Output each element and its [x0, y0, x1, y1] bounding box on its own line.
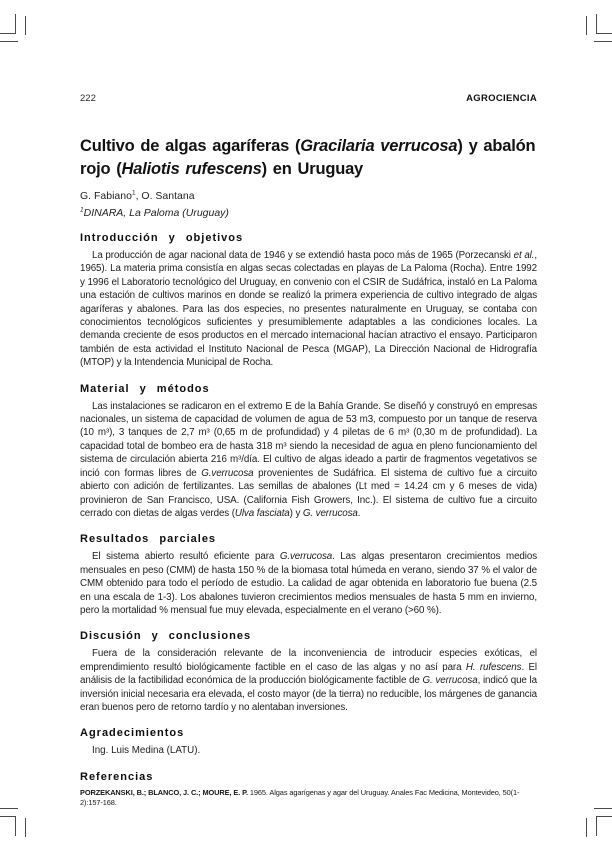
crop-mark-top-right	[596, 14, 597, 34]
section-heading-resultados: Resultados parciales	[80, 533, 217, 546]
page-content	[80, 93, 537, 808]
section-introduccion	[80, 232, 537, 370]
acknowledgement-paragraph: Ing. Luis Medina (LATU).	[92, 745, 201, 757]
crop-mark-top-left	[25, 16, 26, 35]
section-paragraph: El sistema abierto resultó eficiente para G.verrucosa. Las algas presentaron crecimientos medios mensuales en peso (CMM) de hasta 150 % de la biomasa total húmeda en verano, siendo 37 % el valor de CMM obtenido para todo el período de estudio. La calidad de agar obtenida en laboratorio fue buena (2.5 en una escala de 1-3). Los abalones tuvieron crecimientos medios mensuales de hasta 5 mm en invierno, pero la mortalidad % mensual fue muy elevada, especialmente en el verano (>60 %).	[80, 551, 537, 616]
crop-mark-top-right	[594, 41, 612, 42]
crop-mark-bottom-right	[586, 818, 587, 837]
crop-mark-top-left	[15, 14, 16, 34]
section-heading-material-metodos: Material y métodos	[80, 382, 210, 395]
crop-mark-top-right	[586, 16, 587, 35]
section-heading-agradecimientos: Agradecimientos	[80, 727, 185, 740]
section-agradecimientos	[80, 727, 537, 757]
crop-mark-bottom-right	[596, 816, 612, 817]
crop-mark-bottom-right	[594, 808, 612, 809]
section-paragraph: La producción de agar nacional data de 1946 y se extendió hasta poco más de 1965 (Porzecanski et al., 1965). La materia prima consistía en algas secas colectadas en playas de La Paloma (Rocha). Entre 1992 y 1996 el Laboratorio tecnológico del Uruguay, en convenio con el CSIR de Sudáfrica, instaló en La Paloma una estación de cultivos marinos en donde se realizó la primera experiencia de cultivo integrado de algas agaríferas y abalones. Para las dos especies, no presentes naturalmente en Uruguay, se contaba con conocimientos tecnológicos suficientes y presumiblemente adaptables a las condiciones locales. La demanda creciente de esos productos en el mercado internacional hacían atractivo el ensayo. Participaron también de esta actividad el Instituto Nacional de Pesca (MGAP), La Dirección Nacional de Hidrografía (MTOP) y la Intendencia Municipal de Rocha.	[80, 250, 537, 369]
crop-mark-bottom-left	[25, 818, 26, 837]
crop-mark-bottom-left	[15, 816, 16, 836]
section-discusion	[80, 630, 537, 714]
reference-entry: PORZEKANSKI, B.; BLANCO, J. C.; MOURE, E. P. 1965. Algas agarígenas y agar del Uruguay. Anales Fac Medicina, Montevideo, 50(1-2):157-168.	[80, 787, 520, 807]
author-line: G. Fabiano$^1$, O. Santana	[80, 189, 195, 202]
crop-mark-bottom-left	[0, 816, 16, 817]
crop-mark-top-left	[0, 41, 18, 42]
section-resultados	[80, 533, 537, 617]
crop-mark-top-right	[596, 33, 612, 34]
crop-mark-bottom-left	[0, 808, 18, 809]
page-number: 222	[80, 93, 96, 104]
crop-mark-bottom-right	[596, 816, 597, 836]
journal-name: AGROCIENCIA	[466, 93, 537, 104]
affiliation-line: $^1$DINARA, La Paloma (Uruguay)	[80, 206, 229, 219]
section-heading-discusion: Discusión y conclusiones	[80, 630, 252, 643]
section-paragraph: Las instalaciones se radicaron en el extremo E de la Bahía Grande. Se diseñó y construyó en empresas nacionales, un sistema de capacidad de volumen de agua de 53 m3, compuesto por un tanque de reserva (10 m³), 3 tanques de 2,7 m³ (0,65 m de profundidad) y 4 piletas de 6 m³ (0,30 m de profundidad). La capacidad total de bombeo era de hasta 318 m³ siendo la necesidad de agua en pleno funcionamiento del sistema de circulación abierta 216 m³/día. El cultivo de algas ideado a partir de fragmentos vegetativos se inció con formas libres de G.verrucosa provenientes de Sudáfrica. El sistema de cultivo fue a circuito abierto con adición de fertilizantes. Las semillas de abalones (Lt med = 14.24 cm y 6 meses de vida) provinieron de San Francisco, USA. (California Fish Growers, Inc.). El sistema de cultivo fue a circuito cerrado con dietas de algas verdes (Ulva fasciata) y G. verrucosa.	[80, 400, 537, 519]
crop-mark-top-left	[0, 33, 16, 34]
section-heading-referencias: Referencias	[80, 770, 154, 783]
section-paragraph: Fuera de la consideración relevante de la inconveniencia de introducir especies exóticas, el emprendimiento resultó biológicamente factible en el caso de las algas y no así para H. rufescens. El análisis de la factibilidad económica de la producción biológicamente factible de G. verrucosa, indicó que la inversión inicial necesaria era elevada, el costo mayor (de la tierra) no reducible, los márgenes de ganancia eran buenos pero de retorno tardío y no alentaban inversiones.	[80, 648, 538, 713]
section-heading-introduccion: Introducción y objetivos	[80, 232, 244, 244]
section-referencias	[80, 771, 537, 808]
article-title: Cultivo de algas agaríferas (Gracilaria verrucosa) y abalón rojo (Haliotis rufescens) en Uruguay	[80, 137, 536, 178]
section-material-metodos	[80, 383, 537, 521]
running-head	[80, 93, 537, 104]
